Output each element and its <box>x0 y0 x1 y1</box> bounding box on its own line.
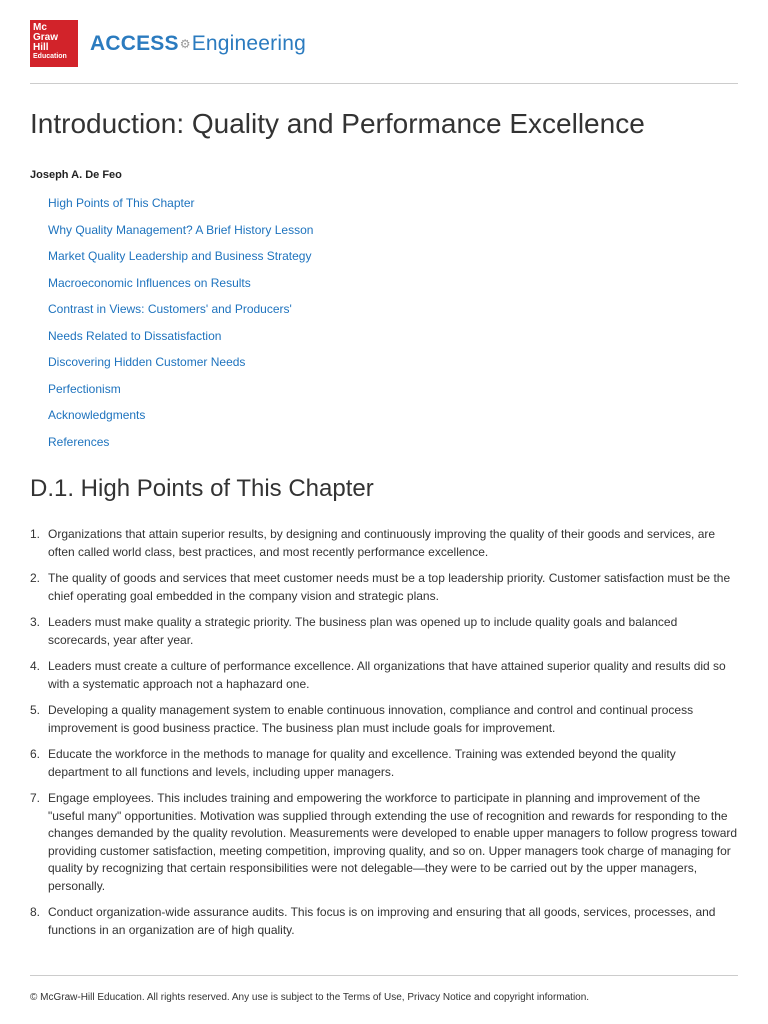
item-number: 1. <box>30 527 41 541</box>
page-title: Introduction: Quality and Performance Excellence <box>30 108 645 139</box>
toc-item <box>48 223 313 250</box>
toc-item <box>48 276 313 303</box>
logo-line: Hill <box>33 42 49 53</box>
toc-link[interactable]: Market Quality Leadership and Business Strategy <box>48 249 312 263</box>
toc-link[interactable]: Macroeconomic Influences on Results <box>48 275 251 290</box>
gear-icon: ⚙ <box>179 37 191 52</box>
section-heading: D.1. High Points of This Chapter <box>30 475 374 502</box>
item-number: 8. <box>30 905 41 919</box>
item-text: Conduct organization-wide assurance audits. This focus is on improving and ensuring that all goods, services, processes, and functions in an organization are of high quality. <box>48 905 716 937</box>
high-points-list <box>30 526 738 948</box>
list-item <box>30 702 738 737</box>
table-of-contents <box>48 196 313 461</box>
logo-line: Mc <box>33 22 47 33</box>
list-item <box>30 614 738 649</box>
logo-engineering-text: Engineering <box>191 32 306 55</box>
list-item <box>30 904 738 939</box>
toc-item <box>48 196 313 223</box>
toc-link[interactable]: Needs Related to Dissatisfaction <box>48 328 222 343</box>
item-number: 6. <box>30 747 41 761</box>
toc-item <box>48 249 313 276</box>
copyright-footer: © McGraw-Hill Education. All rights reserved. Any use is subject to the Terms of Use, Privacy Notice and copyright information. <box>30 992 590 1003</box>
toc-item <box>48 408 313 435</box>
header <box>30 20 738 84</box>
item-text: Educate the workforce in the methods to manage for quality and excellence. Training was extended beyond the quality department to all functions and levels, including upper managers. <box>48 747 676 779</box>
access-engineering-logo[interactable] <box>90 32 306 56</box>
toc-item <box>48 302 313 329</box>
author: Joseph A. De Feo <box>30 169 122 181</box>
item-text: Developing a quality management system to enable continuous innovation, compliance and control and continual process improvement is good business practice. The business plan must include goals for improvement. <box>48 703 694 735</box>
item-text: The quality of goods and services that meet customer needs must be a top leadership priority. Customer satisfaction must be the chief operating goal embedded in the company vision and strategic plans. <box>48 571 731 603</box>
toc-item <box>48 382 313 409</box>
item-number: 2. <box>30 571 41 585</box>
toc-link[interactable]: Acknowledgments <box>48 408 146 422</box>
list-item <box>30 526 738 561</box>
list-item <box>30 570 738 605</box>
toc-link[interactable]: High Points of This Chapter <box>48 196 195 210</box>
mcgraw-hill-logo[interactable] <box>30 20 78 67</box>
item-number: 3. <box>30 615 41 629</box>
logo-line: Education <box>33 53 67 60</box>
item-text: Engage employees. This includes training and empowering the workforce to participate in planning and improvement of the "useful many" opportunities. Motivation was supplied through extending the use of recognition and rewards for responding to the changes demanded by the quality revolution. Measurements were developed to enable upper managers to follow progress toward providing customer satisfaction, meeting competition, improving quality, and so on. Upper managers took charge of managing for quality by recognizing that certain responsibilities were not delegable—they were to be carried out by the upper managers, personally. <box>48 791 738 893</box>
toc-link[interactable]: Contrast in Views: Customers' and Producers' <box>48 302 292 316</box>
logo-line: Graw <box>33 32 59 43</box>
item-text: Leaders must make quality a strategic priority. The business plan was opened up to include quality goals and balanced scorecards, year after year. <box>48 615 678 647</box>
toc-link[interactable]: References <box>48 434 110 449</box>
toc-item <box>48 355 313 382</box>
item-number: 7. <box>30 791 41 805</box>
list-item <box>30 790 738 895</box>
toc-item <box>48 329 313 356</box>
footer-divider <box>30 975 738 976</box>
list-item <box>30 746 738 781</box>
item-text: Organizations that attain superior results, by designing and continuously improving the quality of their goods and services, are often called world class, best practices, and most recently performance excellence. <box>48 527 716 559</box>
toc-item <box>48 435 313 462</box>
header-divider <box>30 83 738 84</box>
list-item <box>30 658 738 693</box>
toc-link[interactable]: Why Quality Management? A Brief History Lesson <box>48 222 314 237</box>
item-number: 4. <box>30 659 41 673</box>
item-number: 5. <box>30 703 41 717</box>
toc-link[interactable]: Perfectionism <box>48 381 121 396</box>
item-text: Leaders must create a culture of performance excellence. All organizations that have attained superior quality and results did so with a systematic approach not a haphazard one. <box>48 659 726 691</box>
logo-access-text: ACCESS <box>90 32 179 55</box>
toc-link[interactable]: Discovering Hidden Customer Needs <box>48 355 246 369</box>
